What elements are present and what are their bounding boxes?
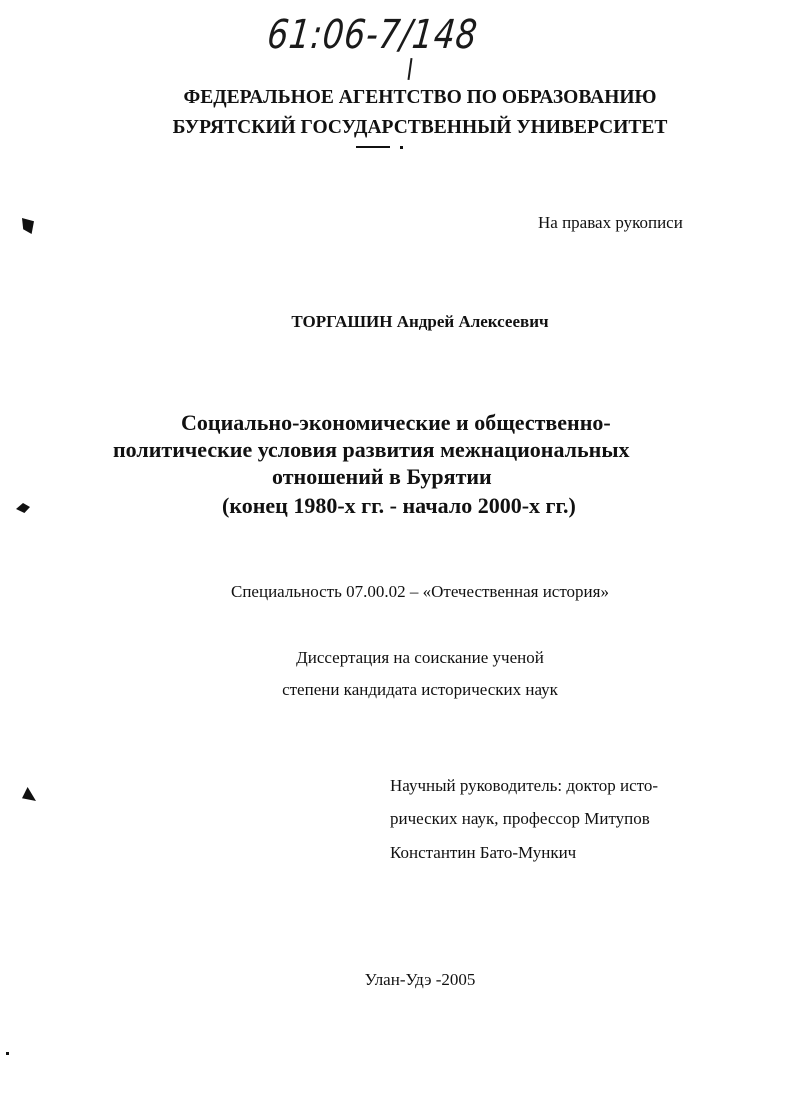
scan-mark: [400, 146, 403, 149]
title-line: политические условия развития межнациональных: [113, 437, 630, 462]
university-heading: БУРЯТСКИЙ ГОСУДАРСТВЕННЫЙ УНИВЕРСИТЕТ: [172, 117, 668, 138]
margin-mark: [16, 503, 30, 513]
margin-mark: [22, 218, 34, 234]
title-line: (конец 1980-х гг. - начало 2000-х гг.): [222, 493, 576, 518]
dissertation-line: Диссертация на соискание ученой: [296, 648, 544, 667]
supervisor-line: Научный руководитель: доктор исто-: [390, 776, 659, 795]
handwriting-stroke: [407, 58, 412, 80]
margin-mark: [22, 787, 36, 801]
title-line: Социально-экономические и общественно-: [181, 410, 611, 435]
supervisor-line: Константин Бато-Мункич: [390, 843, 577, 862]
title-line: отношений в Бурятии: [272, 464, 492, 489]
agency-heading: ФЕДЕРАЛЬНОЕ АГЕНТСТВО ПО ОБРАЗОВАНИЮ: [183, 87, 657, 108]
supervisor-line: рических наук, профессор Митупов: [390, 809, 650, 828]
author-name: ТОРГАШИН Андрей Алексеевич: [291, 312, 549, 331]
margin-dot: [6, 1052, 9, 1055]
archive-code-handwritten: 61:06-7/148: [265, 12, 480, 58]
specialty: Специальность 07.00.02 – «Отечественная история»: [231, 582, 609, 601]
dissertation-line: степени кандидата исторических наук: [282, 680, 558, 699]
rights-notice: На правах рукописи: [538, 213, 683, 232]
city-year: Улан-Удэ -2005: [364, 970, 476, 989]
scan-mark: [356, 146, 390, 148]
